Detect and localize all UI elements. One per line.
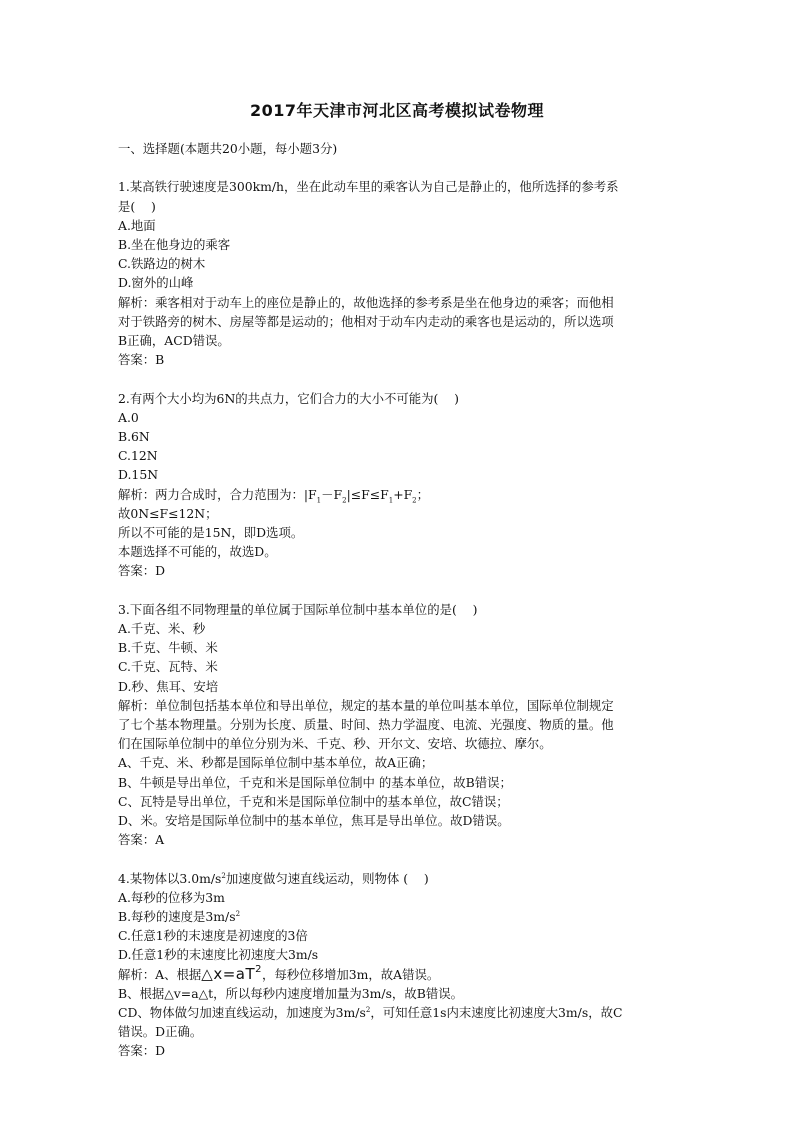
q4-stem-text-a: 4.某物体以3.0m/s — [118, 870, 222, 886]
q1-option-d: D.窗外的山峰 — [118, 275, 194, 291]
question-4 — [118, 869, 680, 1061]
q4-option-d: D.任意1秒的末速度比初速度大3m/s — [118, 947, 319, 963]
q3-option-d: D.秒、焦耳、安培 — [118, 678, 219, 694]
q3-explanation-6: C、瓦特是导出单位，千克和米是国际单位制中的基本单位，故C错误； — [118, 793, 509, 809]
q3-option-a: A.千克、米、秒 — [118, 621, 206, 637]
q2-exp1-text-c: |≤F≤F — [346, 486, 389, 502]
q3-explanation-4: A、千克、米、秒都是国际单位制中基本单位，故A正确； — [118, 755, 434, 771]
subscript: 1 — [316, 496, 322, 505]
q3-explanation-7: D、米。安培是国际单位制中的基本单位，焦耳是导出单位。故D错误。 — [118, 813, 510, 829]
q2-answer: 答案：D — [118, 563, 166, 579]
q2-explanation-3: 所以不可能的是15N，即D选项。 — [118, 525, 304, 541]
q4-option-b-text: B.每秒的速度是3m/s — [118, 909, 236, 925]
question-1 — [118, 177, 680, 369]
q4-option-b — [118, 907, 680, 926]
q1-explanation-1: 解析：乘客相对于动车上的座位是静止的，故他选择的参考系是坐在他身边的乘客；而他相 — [118, 294, 614, 310]
subscript: 2 — [412, 496, 417, 505]
q3-stem: 3.下面各组不同物理量的单位属于国际单位制中基本单位的是( ) — [118, 601, 478, 617]
question-3 — [118, 600, 680, 850]
q2-option-b: B.6N — [118, 429, 150, 445]
q4-answer: 答案：D — [118, 1043, 166, 1059]
q4-explanation-3 — [118, 1003, 680, 1022]
q1-option-a: A.地面 — [118, 217, 156, 233]
q4-option-a: A.每秒的位移为3m — [118, 889, 225, 905]
q1-option-b: B.坐在他身边的乘客 — [118, 237, 231, 252]
formula-text: △x=aT — [201, 964, 256, 983]
subscript: 2 — [342, 496, 347, 505]
q4-explanation-4: 错误。D正确。 — [118, 1024, 203, 1040]
q1-stem-line2: 是( ) — [118, 198, 156, 214]
q4-exp1-text-b: ，每秒位移增加3m，故A错误。 — [262, 966, 440, 982]
superscript: 2 — [221, 871, 226, 880]
q4-exp3-text-b: ，可知任意1s内末速度比初速度大3m/s，故C — [370, 1005, 623, 1021]
q4-exp3-text-a: CD、物体做匀加速直线运动，加速度为3m/s — [118, 1005, 366, 1021]
superscript: 2 — [365, 1005, 371, 1014]
formula-delta-x — [201, 965, 262, 983]
q2-explanation-1 — [118, 485, 680, 504]
q2-explanation-2: 故0N≤F≤12N； — [118, 505, 218, 521]
q2-exp1-text-e: ； — [416, 486, 430, 502]
q2-exp1-text-d: +F — [393, 486, 413, 502]
q1-explanation-2: 对于铁路旁的树木、房屋等都是运动的；他相对于动车内走动的乘客也是运动的，所以选项 — [118, 313, 614, 329]
section-heading: 一、选择题(本题共20小题，每小题3分) — [118, 141, 338, 156]
q4-stem-text-b: 加速度做匀速直线运动，则物体 ( ) — [225, 870, 429, 886]
q1-option-c: C.铁路边的树木 — [118, 256, 206, 272]
question-2 — [118, 389, 680, 581]
q4-option-c: C.任意1秒的末速度是初速度的3倍 — [118, 928, 308, 944]
q3-answer: 答案：A — [118, 832, 165, 848]
document-body — [118, 139, 680, 1061]
q4-explanation-2: B、根据△v=a△t，所以每秒内速度增加量为3m/s，故B错误。 — [118, 985, 463, 1001]
q1-explanation-3: B正确，ACD错误。 — [118, 333, 230, 349]
q2-stem: 2.有两个大小均为6N的共点力，它们合力的大小不可能为( ) — [118, 390, 459, 406]
q2-option-c: C.12N — [118, 448, 158, 464]
superscript: 2 — [235, 909, 241, 918]
q3-option-b: B.千克、牛顿、米 — [118, 640, 218, 656]
formula-superscript: 2 — [255, 963, 263, 975]
q3-explanation-1: 解析：单位制包括基本单位和导出单位，规定的基本量的单位叫基本单位，国际单位制规定 — [118, 697, 614, 713]
q3-explanation-5: B、牛顿是导出单位，千克和米是国际单位制中 的基本单位，故B错误； — [118, 774, 512, 790]
page-title: 2017年天津市河北区高考模拟试卷物理 — [249, 101, 545, 120]
q2-explanation-4: 本题选择不可能的，故选D。 — [118, 544, 277, 560]
q3-option-c: C.千克、瓦特、米 — [118, 659, 218, 675]
q1-answer: 答案：B — [118, 352, 165, 368]
q2-exp1-text-a: 解析：两力合成时，合力范围为：|F — [118, 486, 317, 502]
q2-option-a: A.0 — [118, 409, 139, 425]
q3-explanation-2: 了七个基本物理量。分别为长度、质量、时间、热力学温度、电流、光强度、物质的量。他 — [118, 717, 614, 733]
subscript: 1 — [388, 496, 394, 505]
q4-exp1-text-a: 解析：A、根据 — [118, 966, 202, 982]
q4-stem — [118, 869, 680, 888]
q2-option-d: D.15N — [118, 467, 159, 483]
q1-stem-line1: 1.某高铁行驶速度是300km/h，坐在此动车里的乘客认为自己是静止的，他所选择的参考系 — [118, 179, 619, 195]
q3-explanation-3: 们在国际单位制中的单位分别为米、千克、秒、开尔文、安培、坎德拉、摩尔。 — [118, 736, 552, 752]
q4-explanation-1 — [118, 965, 680, 984]
q2-exp1-text-b: －F — [321, 486, 343, 502]
